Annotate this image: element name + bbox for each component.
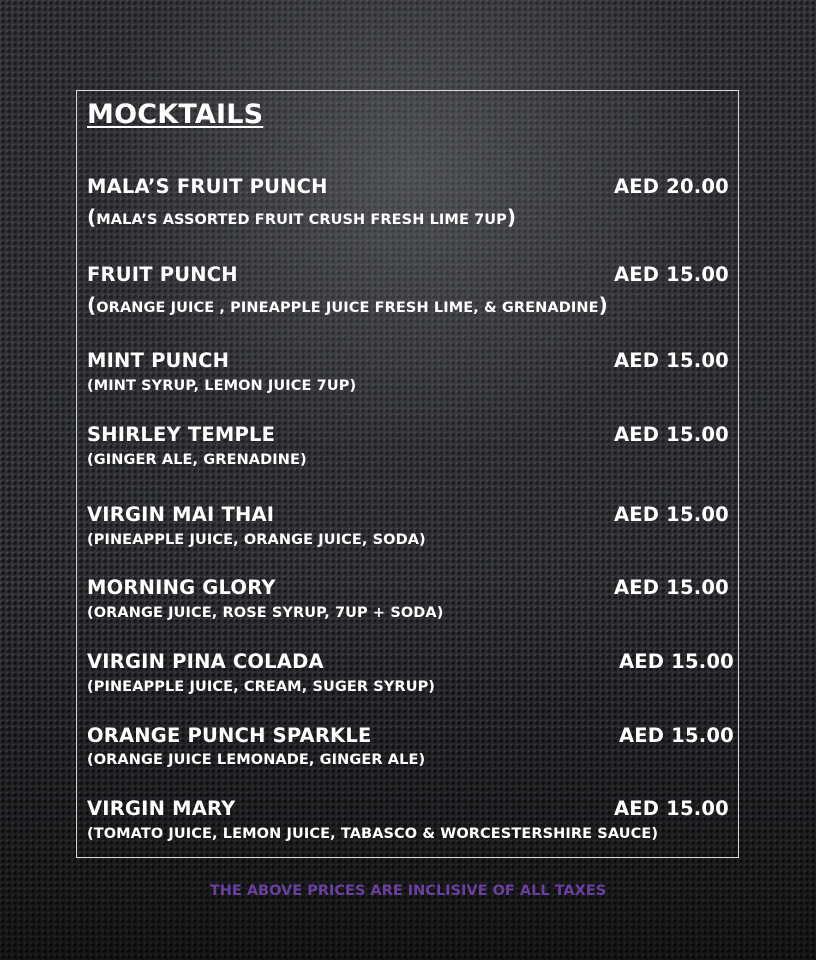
item-description: (GINGER ALE, GRENADINE): [87, 452, 307, 468]
item-name: VIRGIN PINA COLADA: [87, 650, 324, 673]
item-description: [87, 293, 608, 317]
item-price: AED 15.00: [614, 423, 729, 446]
menu-frame: [76, 90, 739, 858]
tax-note: THE ABOVE PRICES ARE INCLISIVE OF ALL TAXES: [209, 883, 607, 899]
item-price: AED 15.00: [614, 503, 729, 526]
item-description: (TOMATO JUICE, LEMON JUICE, TABASCO & WORCESTERSHIRE SAUCE): [87, 826, 659, 842]
item-description: (PINEAPPLE JUICE, CREAM, SUGER SYRUP): [87, 679, 436, 695]
item-description-text: ORANGE JUICE , PINEAPPLE JUICE FRESH LIME, & GRENADINE: [96, 300, 599, 316]
item-description: (MINT SYRUP, LEMON JUICE 7UP): [87, 378, 357, 394]
menu-title: MOCKTAILS: [87, 99, 264, 130]
item-name: MORNING GLORY: [87, 576, 276, 599]
item-price: AED 15.00: [614, 263, 729, 286]
item-price: AED 15.00: [619, 724, 734, 747]
item-price: AED 15.00: [614, 797, 729, 820]
item-description-text: MALA’S ASSORTED FRUIT CRUSH FRESH LIME 7UP: [96, 212, 507, 228]
item-description: (ORANGE JUICE, ROSE SYRUP, 7UP + SODA): [87, 605, 444, 621]
item-description: (PINEAPPLE JUICE, ORANGE JUICE, SODA): [87, 532, 426, 548]
item-name: MINT PUNCH: [87, 349, 230, 372]
open-paren: (: [87, 205, 97, 229]
close-paren: ): [506, 205, 517, 229]
item-price: AED 15.00: [614, 349, 729, 372]
item-name: SHIRLEY TEMPLE: [87, 423, 276, 446]
item-price: AED 15.00: [614, 576, 729, 599]
item-name: FRUIT PUNCH: [87, 263, 238, 286]
item-description: (ORANGE JUICE LEMONADE, GINGER ALE): [87, 752, 426, 768]
open-paren: (: [87, 293, 97, 317]
close-paren: ): [598, 293, 608, 317]
item-name: VIRGIN MAI THAI: [87, 503, 275, 526]
item-price: AED 20.00: [614, 175, 729, 198]
item-description: [87, 205, 516, 229]
item-name: MALA’S FRUIT PUNCH: [87, 175, 328, 198]
item-name: VIRGIN MARY: [87, 797, 236, 820]
item-name: ORANGE PUNCH SPARKLE: [87, 724, 372, 747]
item-price: AED 15.00: [619, 650, 734, 673]
